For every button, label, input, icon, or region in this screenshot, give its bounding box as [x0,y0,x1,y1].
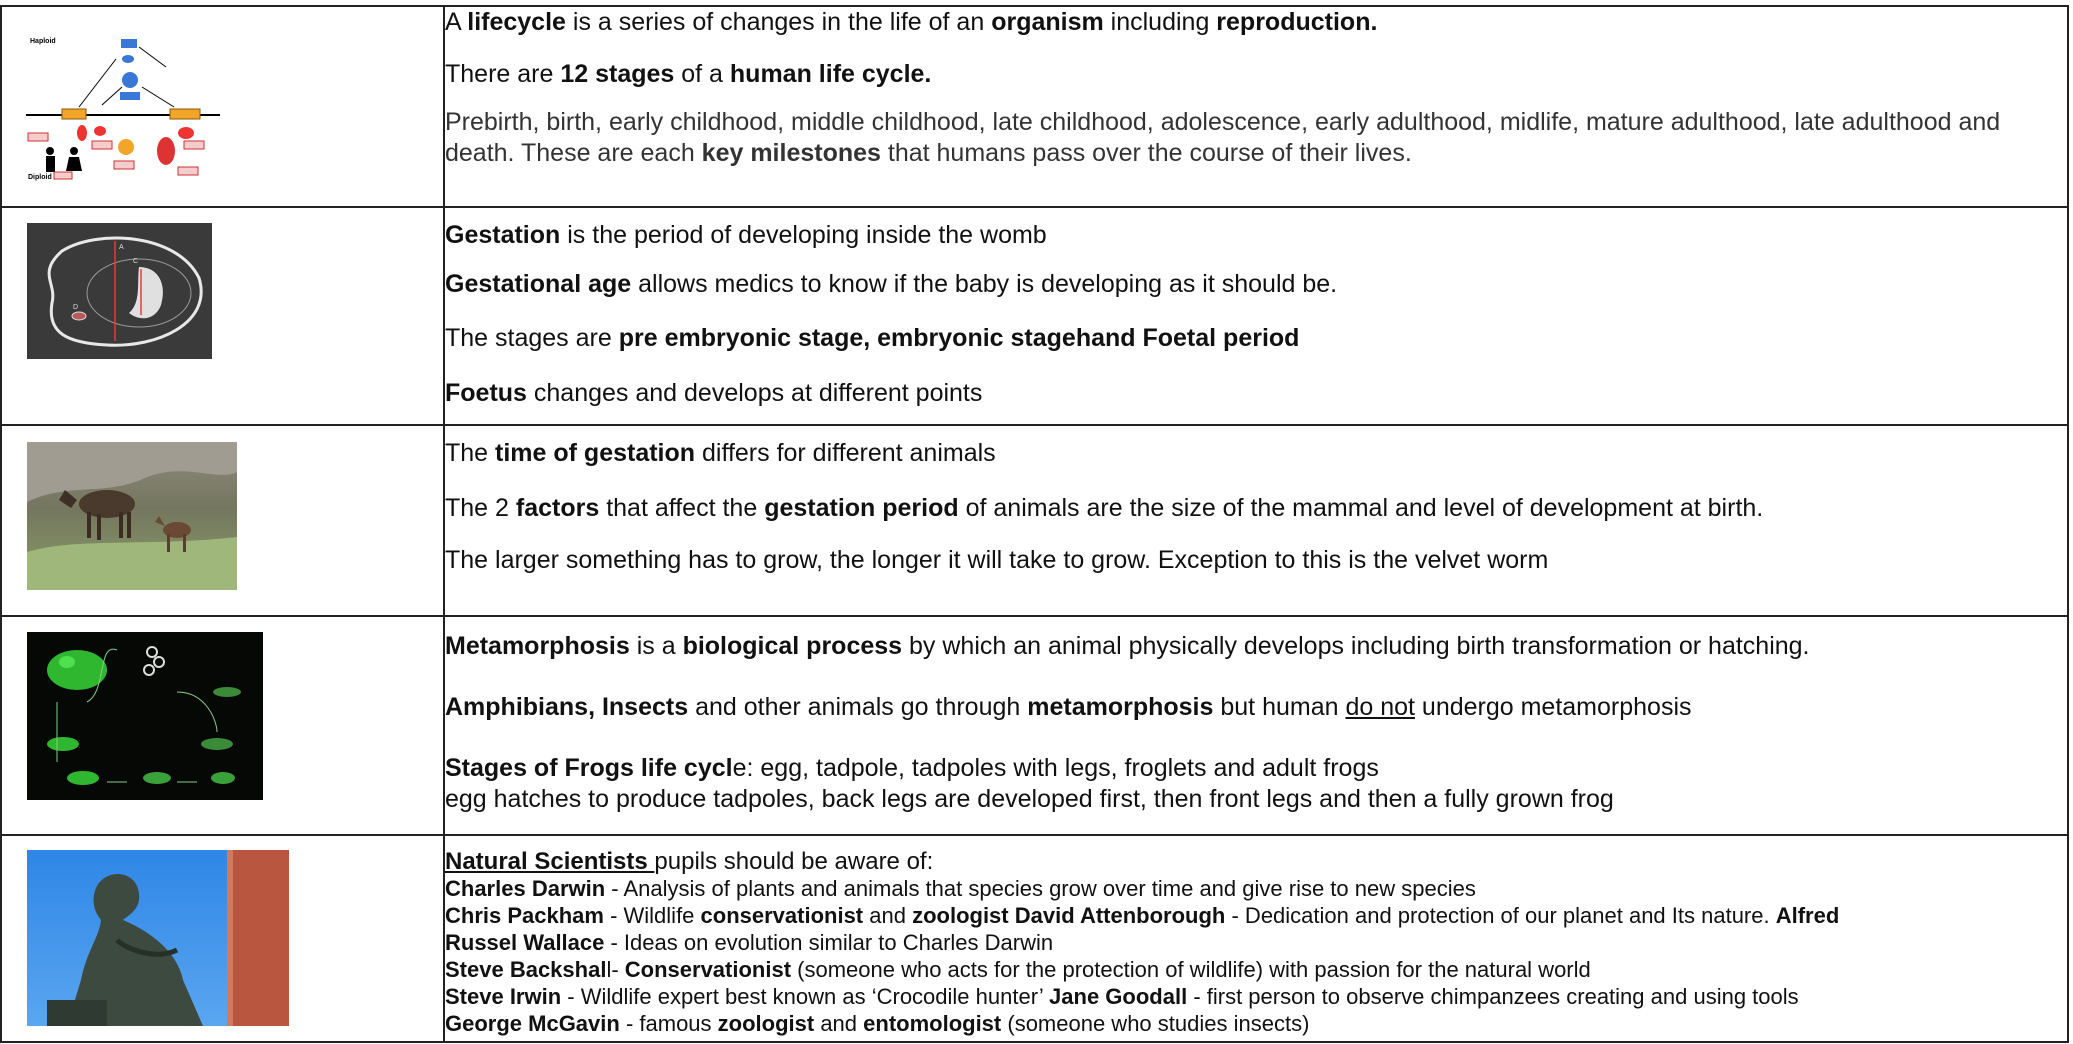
text-line: The larger something has to grow, the longer it will take to grow. Exception to this is the velvet worm [445,546,1549,574]
text-line: George McGavin - famous zoologist and entomologist (someone who studies insects) [445,1011,1310,1036]
lifecycle-diagram-image [24,29,224,189]
diagram-label-d: D [73,304,79,311]
text-line: A lifecycle is a series of changes in the life of an organism including reproduction. [445,8,1378,36]
text-line: Prebirth, birth, early childhood, middle childhood, late childhood, adolescence, early adulthood, midlife, mature adulthood, late adulthood and death. These are each key milestones that humans pass over the course of their lives. [445,108,2001,167]
bold-text: metamorphosis [1027,693,1214,721]
bold-text: Stages of Frogs life cycl [445,754,733,782]
knowledge-table [0,5,2069,1043]
bold-text: Jane Goodall [1049,984,1188,1009]
bold-text: zoologist [717,1011,815,1036]
bold-text: zoologist [912,903,1009,928]
text-line: Amphibians, Insects and other animals go through metamorphosis but human do not undergo metamorphosis [445,693,1692,721]
text-line: Natural Scientists pupils should be aware of: [445,848,934,875]
text-cell [444,207,2068,425]
bold-text: human life cycle. [729,60,932,88]
bold-text: Charles Darwin [445,876,606,901]
bold-text: Foetus [445,379,527,407]
bold-text [445,848,654,875]
diploid-label: Diploid [28,174,52,181]
text-line: Gestational age allows medics to know if the baby is developing as it should be. [445,270,1338,298]
bold-text: Gestational age [445,270,632,298]
bold-text: lifecycle [467,8,566,36]
bold-text: Gestation [445,221,561,249]
bold-text: Amphibians, Insects [445,693,689,721]
diagram-label-c: C [133,258,139,265]
bold-text: George McGavin [445,1011,620,1036]
moose-photo-image [27,442,237,590]
table-row [1,616,2068,835]
bold-text: reproduction. [1216,8,1378,36]
table-row [1,207,2068,425]
text-cell [444,835,2068,1042]
image-cell [1,207,444,425]
underlined-text: Natural Scientists [445,848,655,875]
bold-text: 12 stages [560,60,675,88]
image-cell [1,616,444,835]
image-cell [1,6,444,207]
text-line: Russel Wallace - Ideas on evolution similar to Charles Darwin [445,930,1054,955]
text-line: egg hatches to produce tadpoles, back legs are developed first, then front legs and then a fully grown frog [445,785,1614,813]
text-cell [444,616,2068,835]
text-line: Steve Backshall- Conservationist (someone who acts for the protection of wildlife) with passion for the natural world [445,957,1591,982]
diagram-label-a: A [119,244,124,251]
underlined-text: do not [1345,693,1415,721]
bold-text: Metamorphosis [445,632,630,660]
text-line: Foetus changes and develops at different points [445,379,983,407]
bold-text: time of gestation [495,439,696,467]
text-line: Stages of Frogs life cycle: egg, tadpole, tadpoles with legs, froglets and adult frogs [445,754,1379,782]
bold-text: Steve Backshal [445,957,607,982]
text-line: Charles Darwin - Analysis of plants and animals that species grow over time and give rise to new species [445,876,1476,901]
bold-text: David Attenborough [1014,903,1226,928]
bold-text: Chris Packham [445,903,604,928]
text-line: Gestation is the period of developing inside the womb [445,221,1047,249]
bold-text: conservationist [700,903,864,928]
text-cell [444,6,2068,207]
text-line: The 2 factors that affect the gestation period of animals are the size of the mammal and level of development at birth. [445,494,1764,522]
frog-lifecycle-image [27,632,263,800]
bold-text: factors [515,494,600,522]
bold-text: Alfred [1775,903,1840,928]
bold-text: Steve Irwin [445,984,562,1009]
text-cell [444,425,2068,616]
bold-text: organism [991,8,1104,36]
image-cell [1,425,444,616]
bold-text: pre embryonic stage, embryonic stagehand Foetal period [618,324,1300,352]
text-line: The stages are pre embryonic stage, embryonic stagehand Foetal period [445,324,1300,352]
table-row [1,835,2068,1042]
text-line: There are 12 stages of a human life cycle. [445,60,932,88]
table-row [1,425,2068,616]
bold-text: gestation period [764,494,959,522]
bold-text: Russel Wallace [445,930,605,955]
text-line: The time of gestation differs for different animals [445,439,996,467]
bold-text: key milestones [701,139,881,167]
text-line: Metamorphosis is a biological process by which an animal physically develops including birth transformation or hatching. [445,632,1810,660]
bold-text: Conservationist [624,957,792,982]
gestation-diagram-image [27,223,212,359]
bold-text: entomologist [863,1011,1002,1036]
image-cell [1,835,444,1042]
haploid-label: Haploid [30,38,56,45]
text-line: Chris Packham - Wildlife conservationist and zoologist David Attenborough - Dedication and protection of our planet and Its nature. Alfred [445,903,1840,928]
text-line: Steve Irwin - Wildlife expert best known as ‘Crocodile hunter’ Jane Goodall - first person to observe chimpanzees creating and using tools [445,984,1799,1009]
bold-text: biological process [682,632,903,660]
statue-photo-image [27,850,289,1026]
table-row [1,6,2068,207]
diagram-label-b: B [145,271,150,278]
